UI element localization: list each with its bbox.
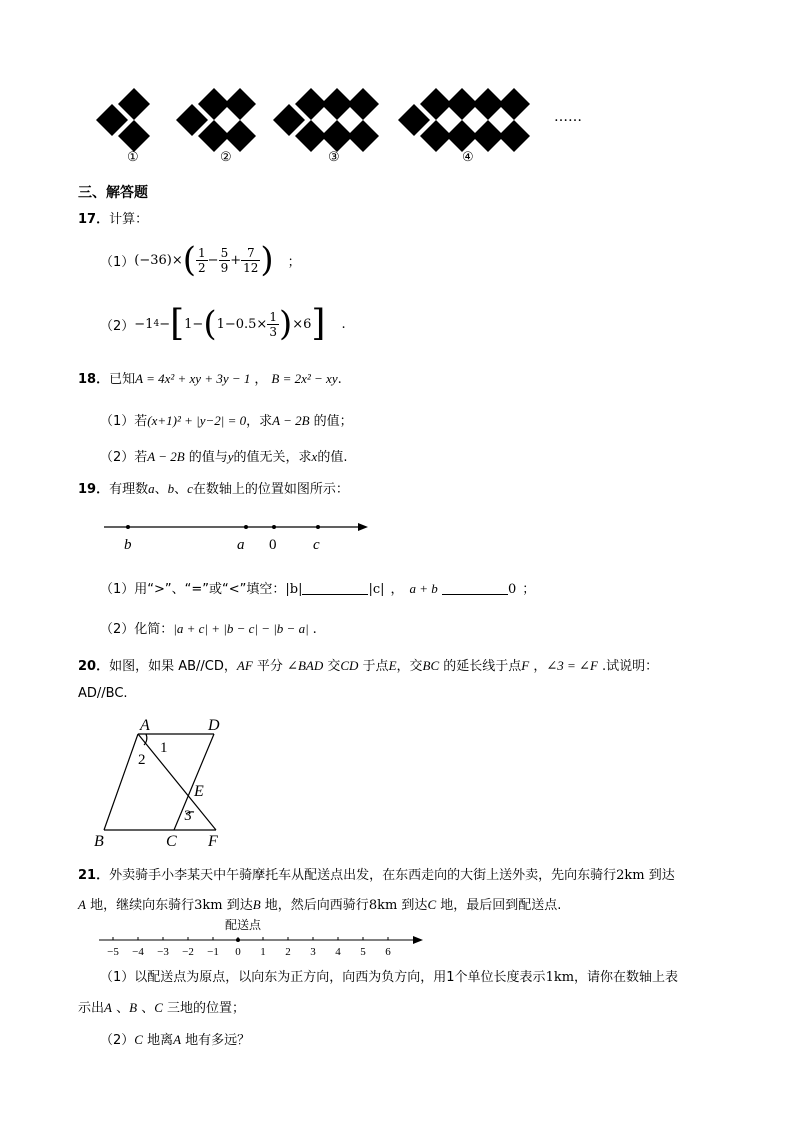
pattern-ellipsis: …… <box>554 109 582 125</box>
tick-label: −4 <box>132 946 144 958</box>
q17-frac-7-12: $\frac{7}{12}$ <box>243 245 259 275</box>
section-title: 三、解答题 <box>78 185 148 201</box>
q21-line1: 21．外卖骑手小李某天中午骑摩托车从配送点出发，在东西走向的大街上送外卖，先向东骑行2km 到达 <box>78 868 675 883</box>
point-b <box>126 525 130 529</box>
pattern-label-1: ① <box>127 150 139 165</box>
pattern-label-4: ④ <box>462 150 474 165</box>
fig-label-C: C <box>166 833 177 850</box>
diamond-pattern-figure <box>90 84 590 174</box>
q18-stem: 18．已知A = 4x² + xy + 3y − 1 ， B = 2x² − xy. <box>78 371 342 387</box>
pattern-3-diamonds <box>273 88 379 152</box>
fig-angle-1: 1 <box>160 740 168 756</box>
tick-label: 2 <box>285 946 291 958</box>
tick-label: 6 <box>385 946 391 958</box>
axis-label-c: c <box>313 537 320 553</box>
answer-blank-1[interactable] <box>302 582 368 595</box>
q17-part1: （1） (−36)× ( $\frac{1}{2}$ − $\frac{5}{9}$ + $\frac{7}{12}$ ) ； <box>100 240 301 280</box>
pattern-4-diamonds <box>398 88 530 152</box>
q21-number-line <box>95 917 435 963</box>
q21-line2: A 地，继续向东骑行3km 到达B 地，然后向西骑行8km 到达C 地，最后回到配送点. <box>78 897 562 913</box>
arrow-right-icon <box>358 523 368 531</box>
tick-label: −3 <box>157 946 169 958</box>
tick-label: −1 <box>207 946 219 958</box>
point-a <box>244 525 248 529</box>
q19-stem: 19．有理数a、b、c在数轴上的位置如图所示： <box>78 481 349 497</box>
fig-label-D: D <box>208 717 220 734</box>
tick-label: 0 <box>235 946 241 958</box>
q21-part1-line1: （1）以配送点为原点，以向东为正方向，向西为负方向，用1个单位长度表示1km，请你在数轴上表 <box>100 970 679 985</box>
q19-part1: （1）用“>”、“=”或“<”填空：|b| |c| ， a + b 0 ； <box>100 581 536 597</box>
q18-part1: （1）若(x+1)² + |y−2| = 0，求A − 2B 的值； <box>100 413 353 429</box>
fig-label-F: F <box>208 833 218 850</box>
q19-number-line <box>100 515 380 555</box>
pattern-2-diamonds <box>176 88 256 152</box>
answer-blank-2[interactable] <box>442 582 508 595</box>
q20-line2: AD//BC. <box>78 686 128 701</box>
tick-label: 4 <box>335 946 341 958</box>
axis-label-b: b <box>124 537 132 553</box>
point-zero <box>272 525 276 529</box>
arrow-right-icon <box>413 936 423 944</box>
fig-label-B: B <box>94 833 104 850</box>
axis-label-a: a <box>237 537 245 553</box>
tick-label: −2 <box>182 946 194 958</box>
tick-label: −5 <box>107 946 119 958</box>
axis-label-zero: 0 <box>269 537 277 553</box>
fig-angle-3: 3 <box>184 808 192 824</box>
point-c <box>316 525 320 529</box>
tick-label: 1 <box>260 946 266 958</box>
fig-label-E: E <box>194 783 204 800</box>
q18-part2: （2）若A − 2B 的值与y的值无关，求x的值. <box>100 449 348 465</box>
q17-frac-1-2: $\frac{1}{2}$ <box>198 245 206 275</box>
pattern-label-2: ② <box>220 150 232 165</box>
fig-angle-2: 2 <box>138 752 146 768</box>
q21-part2: （2）C 地离A 地有多远？ <box>100 1032 251 1048</box>
q20-parallelogram-figure <box>90 712 240 852</box>
fig-label-A: A <box>140 717 150 734</box>
q17-stem: 17．计算： <box>78 212 149 227</box>
pattern-1-diamonds <box>96 88 150 152</box>
q17-frac-5-9: $\frac{5}{9}$ <box>220 245 229 275</box>
tick-label: 3 <box>310 946 316 958</box>
q17-frac-1-3: $\frac{1}{3}$ <box>269 309 277 339</box>
axis-title-delivery-point: 配送点 <box>225 918 262 932</box>
pattern-label-3: ③ <box>328 150 340 165</box>
q20-line1: 20．如图，如果 AB//CD，AF 平分 ∠BAD 交CD 于点E，交BC 的延长线于点F ，∠3 = ∠F .试说明： <box>78 658 659 674</box>
q17-part2: （2） −1 4 − [ 1− ( 1−0.5× $\frac{1}{3}$ ) ×6 ] . <box>100 303 346 344</box>
tick-label: 5 <box>360 946 366 958</box>
q21-part1-line2: 示出A 、B 、C 三地的位置； <box>78 1000 246 1016</box>
q19-part2: （2）化简：|a + c| + |b − c| − |b − a| . <box>100 621 317 637</box>
